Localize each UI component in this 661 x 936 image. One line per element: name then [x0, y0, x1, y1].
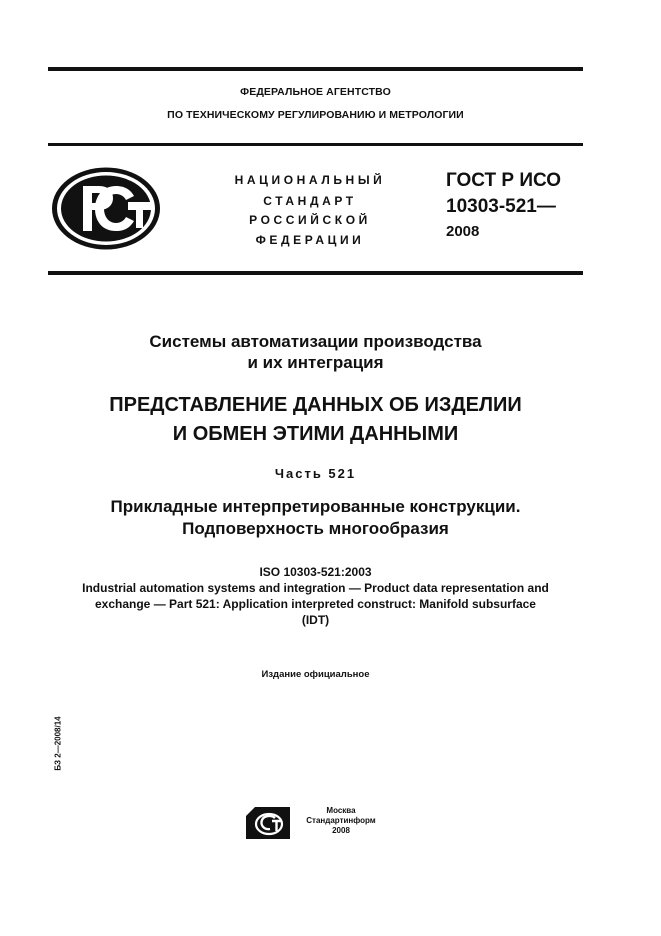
designation-line-1: ГОСТ Р ИСО	[446, 170, 562, 191]
middle-rule	[48, 143, 583, 146]
agency-line-2: ПО ТЕХНИЧЕСКОМУ РЕГУЛИРОВАНИЮ И МЕТРОЛОГИИ	[167, 109, 464, 121]
subtitle-line-2: Подповерхность многообразия	[182, 519, 449, 538]
main-title-line-1: ПРЕДСТАВЛЕНИЕ ДАННЫХ ОБ ИЗДЕЛИИ	[109, 394, 522, 416]
agency-line-1: ФЕДЕРАЛЬНОЕ АГЕНТСТВО	[240, 86, 391, 98]
english-title-line-3: (IDT)	[301, 613, 330, 627]
side-code-text: БЗ 2—2008/14	[53, 716, 63, 771]
standard-type-line-4: ФЕДЕРАЦИИ	[255, 233, 365, 247]
edition-label: Издание официальное	[261, 669, 370, 680]
part-number: Часть 521	[274, 466, 357, 481]
standard-type-line-1: НАЦИОНАЛЬНЫЙ	[234, 173, 386, 187]
series-title-line-1: Системы автоматизации производства	[149, 332, 482, 351]
english-title-line-2: exchange — Part 521: Application interpreted construct: Manifold subsurface	[95, 597, 536, 611]
publisher-year: 2008	[332, 826, 350, 835]
bottom-rule	[48, 271, 583, 275]
top-rule	[48, 67, 583, 71]
standartinform-logo-icon	[246, 807, 290, 839]
english-title-line-1: Industrial automation systems and integration — Product data representation and	[82, 581, 549, 595]
series-title-line-2: и их интеграция	[247, 353, 384, 372]
designation-year: 2008	[446, 223, 480, 240]
main-title-line-2: И ОБМЕН ЭТИМИ ДАННЫМИ	[172, 423, 459, 445]
rst-emblem-icon	[50, 166, 162, 251]
publisher-name: Стандартинформ	[306, 816, 376, 825]
designation-line-2: 10303-521—	[446, 196, 556, 217]
iso-code: ISO 10303-521:2003	[259, 565, 372, 579]
standard-type-line-3: РОССИЙСКОЙ	[249, 213, 371, 227]
standard-type-line-2: СТАНДАРТ	[263, 194, 357, 208]
subtitle-line-1: Прикладные интерпретированные конструкции.	[110, 497, 521, 516]
publisher-city: Москва	[326, 806, 356, 815]
